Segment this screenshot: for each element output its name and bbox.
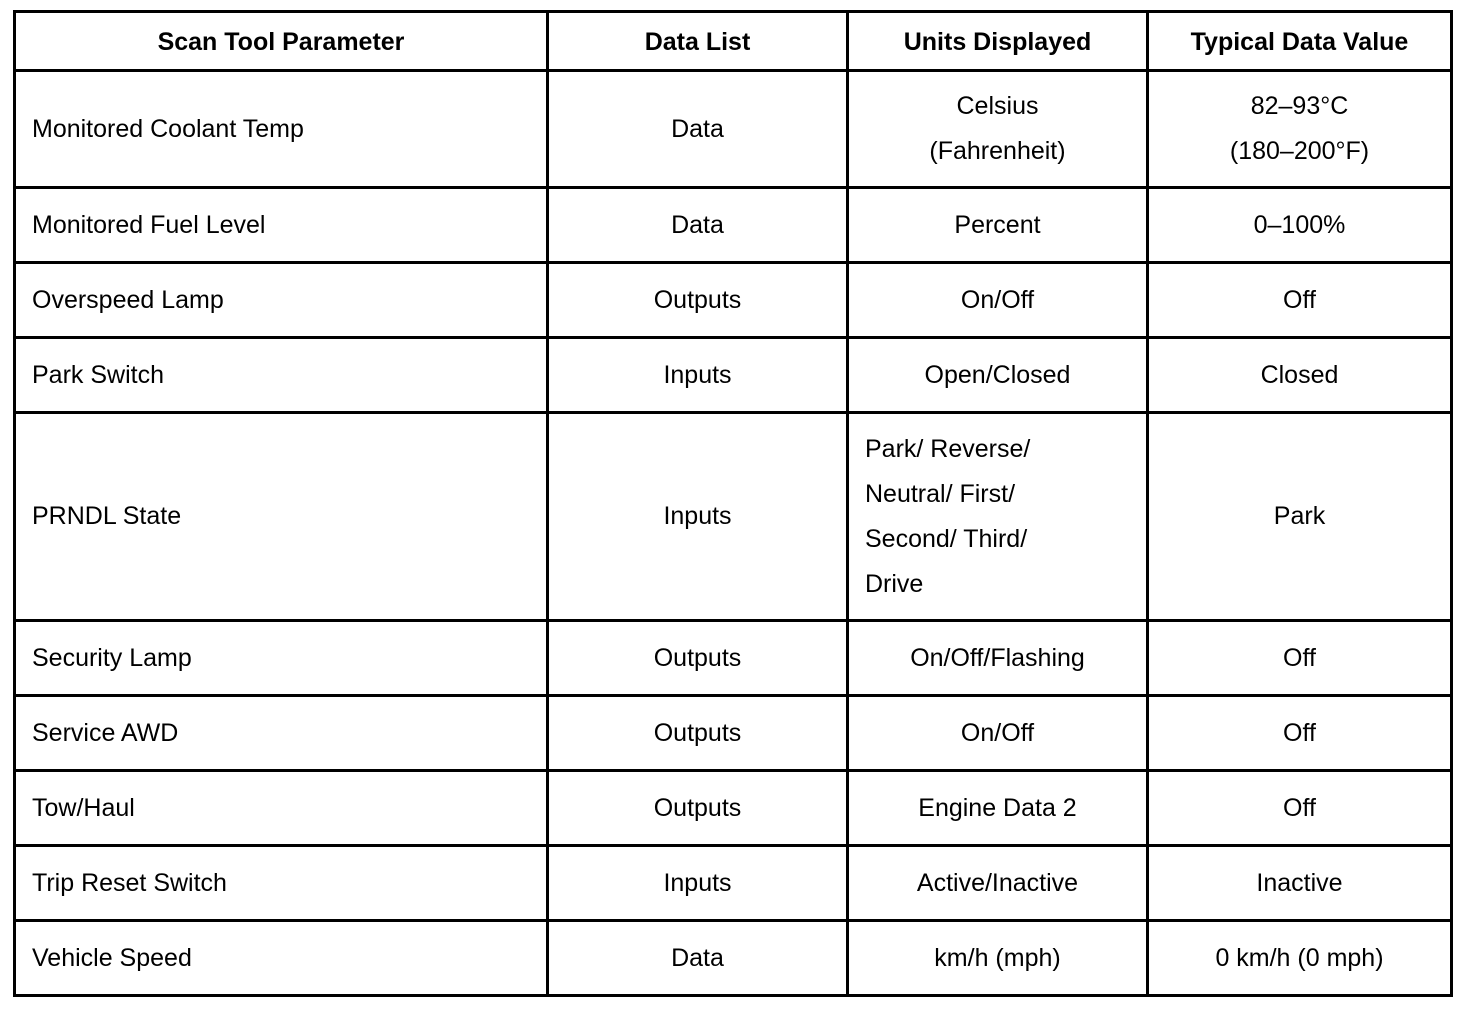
units-line: Neutral/ First/: [865, 479, 1016, 508]
header-scan-tool-parameter: Scan Tool Parameter: [15, 12, 548, 71]
data-list-cell: Outputs: [548, 696, 848, 771]
typical-value-cell: Off: [1148, 696, 1452, 771]
parameter-cell: Security Lamp: [15, 621, 548, 696]
data-list-cell: Inputs: [548, 846, 848, 921]
typical-value-cell: 0–100%: [1148, 188, 1452, 263]
header-typical-data-value: Typical Data Value: [1148, 12, 1452, 71]
table-row: [15, 846, 1452, 921]
table-row: [15, 771, 1452, 846]
parameter-cell: Service AWD: [15, 696, 548, 771]
typical-value-cell: 0 km/h (0 mph): [1148, 921, 1452, 996]
units-cell: On/Off: [848, 263, 1148, 338]
table-row: [15, 621, 1452, 696]
table-row: [15, 921, 1452, 996]
units-line: Second/ Third/: [865, 524, 1028, 553]
data-list-cell: Data: [548, 188, 848, 263]
parameter-cell: Park Switch: [15, 338, 548, 413]
data-list-cell: Outputs: [548, 621, 848, 696]
parameter-cell: Vehicle Speed: [15, 921, 548, 996]
parameter-cell: Overspeed Lamp: [15, 263, 548, 338]
units-cell: km/h (mph): [848, 921, 1148, 996]
scan-tool-parameter-table: [13, 10, 1453, 997]
table-header-row: [15, 12, 1452, 71]
units-cell: [848, 413, 1148, 621]
units-cell: [848, 71, 1148, 188]
parameter-cell: Monitored Coolant Temp: [15, 71, 548, 188]
parameter-cell: PRNDL State: [15, 413, 548, 621]
data-list-cell: Inputs: [548, 338, 848, 413]
table-row: [15, 188, 1452, 263]
parameter-cell: Trip Reset Switch: [15, 846, 548, 921]
table-row: [15, 696, 1452, 771]
units-cell: Open/Closed: [848, 338, 1148, 413]
data-list-cell: Data: [548, 71, 848, 188]
units-cell: On/Off/Flashing: [848, 621, 1148, 696]
units-line: Celsius: [956, 92, 1039, 120]
typical-value-cell: Park: [1148, 413, 1452, 621]
typical-value-cell: Off: [1148, 621, 1452, 696]
units-line: (Fahrenheit): [929, 137, 1066, 165]
typical-line: (180–200°F): [1229, 137, 1370, 165]
table-row: [15, 263, 1452, 338]
units-cell: Active/Inactive: [848, 846, 1148, 921]
typical-value-cell: [1148, 71, 1452, 188]
parameter-cell: Monitored Fuel Level: [15, 188, 548, 263]
typical-value-cell: Off: [1148, 771, 1452, 846]
units-line: Drive: [865, 569, 924, 598]
data-list-cell: Outputs: [548, 771, 848, 846]
table-row: [15, 338, 1452, 413]
typical-value-cell: Inactive: [1148, 846, 1452, 921]
data-list-cell: Outputs: [548, 263, 848, 338]
header-units-displayed: Units Displayed: [848, 12, 1148, 71]
typical-line: 82–93°C: [1250, 92, 1349, 120]
units-cell: On/Off: [848, 696, 1148, 771]
data-list-cell: Inputs: [548, 413, 848, 621]
header-data-list: Data List: [548, 12, 848, 71]
data-list-cell: Data: [548, 921, 848, 996]
typical-value-cell: Off: [1148, 263, 1452, 338]
parameter-cell: Tow/Haul: [15, 771, 548, 846]
typical-value-cell: Closed: [1148, 338, 1452, 413]
units-line: Park/ Reverse/: [865, 434, 1031, 463]
units-cell: Percent: [848, 188, 1148, 263]
table-row: [15, 71, 1452, 188]
table-row: [15, 413, 1452, 621]
units-cell: Engine Data 2: [848, 771, 1148, 846]
